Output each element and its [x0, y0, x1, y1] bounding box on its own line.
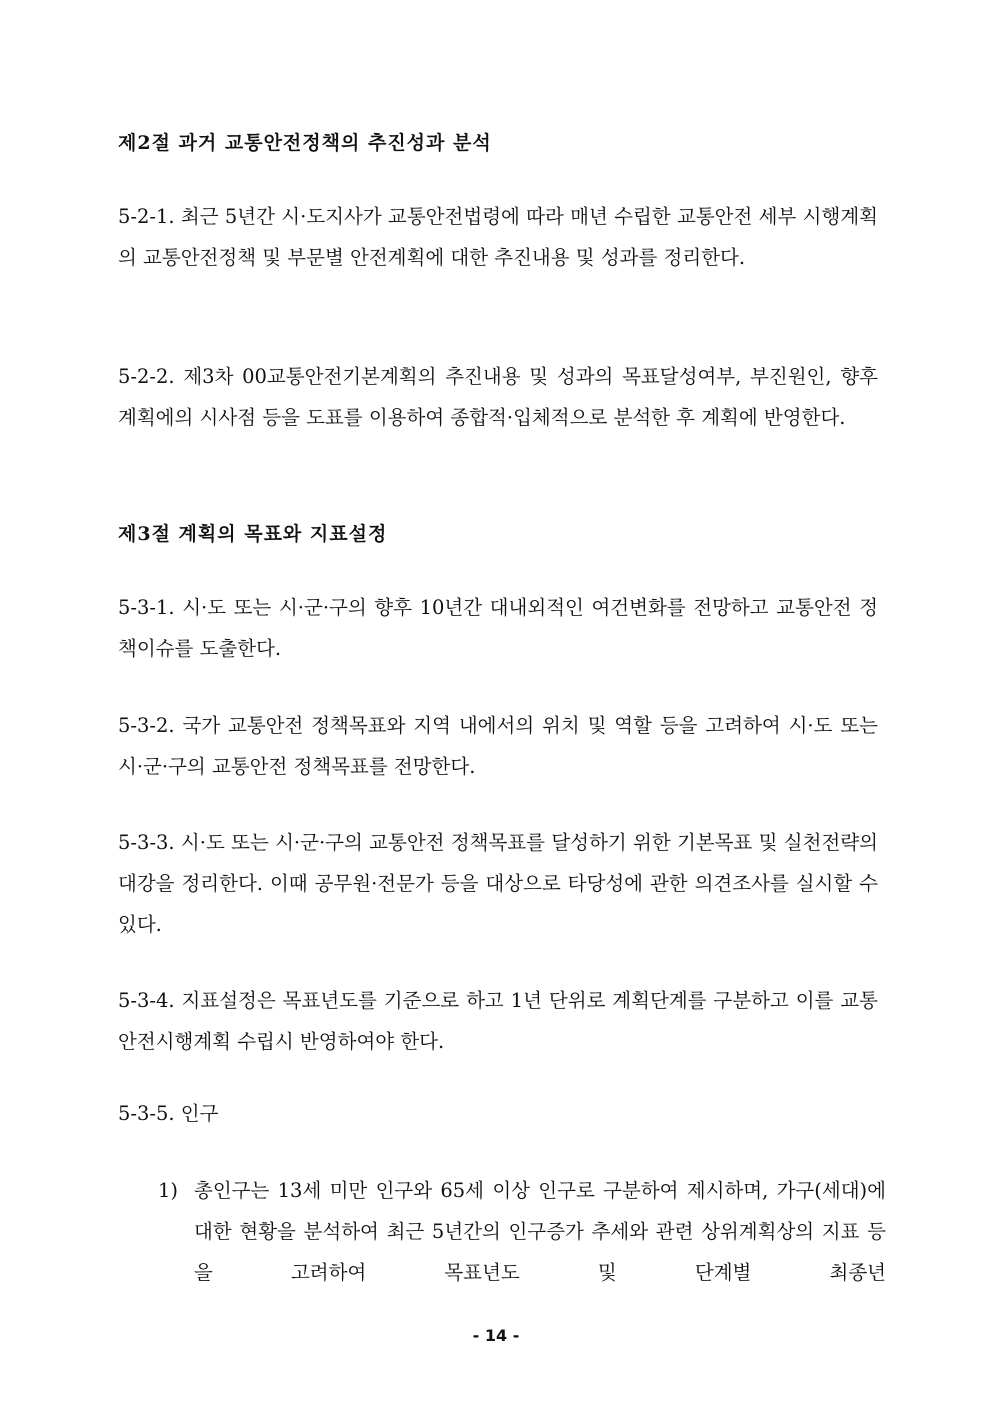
paragraph-5-3-4: 5-3-4. 지표설정은 목표년도를 기준으로 하고 1년 단위로 계획단계를 구분하고 이를 교통안전시행계획 수립시 반영하여야 한다.	[118, 989, 878, 1053]
list-item-1	[158, 1170, 886, 1293]
list-item-number: 1)	[158, 1179, 179, 1202]
page-number: - 14 -	[472, 1326, 520, 1345]
paragraph-5-2-2: 5-2-2. 제3차 00교통안전기본계획의 추진내용 및 성과의 목표달성여부, 부진원인, 향후 계획에의 시사점 등을 도표를 이용하여 종합적·입체적으로 분석한 후 계획에 반영한다.	[118, 365, 878, 429]
paragraph-5-3-3: 5-3-3. 시·도 또는 시·군·구의 교통안전 정책목표를 달성하기 위한 기본목표 및 실천전략의 대강을 정리한다. 이때 공무원·전문가 등을 대상으로 타당성에 관한 의견조사를 실시할 수 있다.	[118, 831, 878, 936]
section-3-heading: 제3절 계획의 목표와 지표설정	[118, 523, 388, 545]
list-item-text: 총인구는 13세 미만 인구와 65세 이상 인구로 구분하여 제시하며, 가구(세대)에 대한 현황을 분석하여 최근 5년간의 인구증가 추세와 관련 상위계획상의 지표 등을 고려하여 목표년도 및 단계별 최종년	[194, 1179, 886, 1284]
paragraph-5-3-5-title: 5-3-5. 인구	[118, 1102, 219, 1125]
paragraph-5-3-1: 5-3-1. 시·도 또는 시·군·구의 향후 10년간 대내외적인 여건변화를 전망하고 교통안전 정책이슈를 도출한다.	[118, 596, 878, 660]
section-2-heading: 제2절 과거 교통안전정책의 추진성과 분석	[118, 132, 492, 154]
paragraph-5-2-1: 5-2-1. 최근 5년간 시·도지사가 교통안전법령에 따라 매년 수립한 교통안전 세부 시행계획의 교통안전정책 및 부문별 안전계획에 대한 추진내용 및 성과를 정리한다.	[118, 205, 878, 269]
paragraph-5-3-2: 5-3-2. 국가 교통안전 정책목표와 지역 내에서의 위치 및 역할 등을 고려하여 시·도 또는 시·군·구의 교통안전 정책목표를 전망한다.	[118, 714, 878, 778]
